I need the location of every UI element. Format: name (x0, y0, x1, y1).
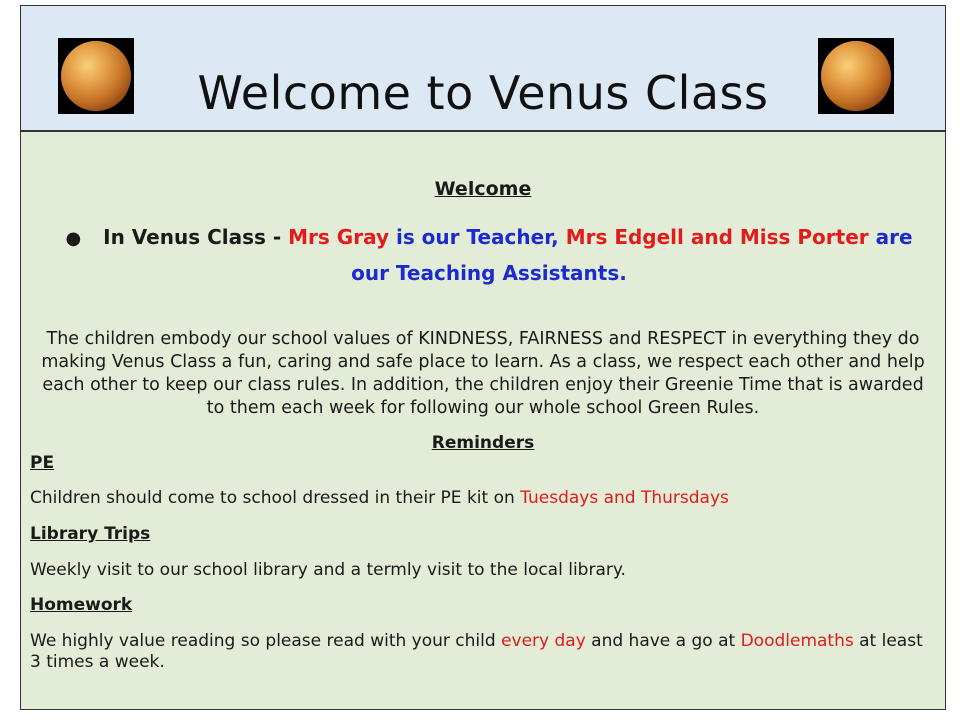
homework-heading: Homework (30, 595, 133, 615)
homework-text-body: at least 3 times a week. (30, 631, 923, 672)
intro-text: is our Teacher, (389, 225, 566, 249)
content-panel (20, 131, 946, 710)
pe-text (30, 488, 935, 509)
school-values-paragraph: The children embody our school values of KINDNESS, FAIRNESS and RESPECT in everything they do making Venus Class a fun, caring and safe place to learn. As a class, we respect each other and help each other to keep our class rules. In addition, the children enjoy their Greenie Time that is awarded to them each week for following our whole school Green Rules. (41, 329, 925, 418)
teacher-name: Mrs Gray (288, 225, 389, 249)
intro-text: are our Teaching Assistants. (351, 225, 913, 285)
homework-text (30, 631, 935, 673)
reminders-heading: Reminders (431, 433, 535, 453)
homework-highlight: every day (501, 631, 586, 651)
doodlemaths-highlight: Doodlemaths (740, 631, 854, 651)
library-text: Weekly visit to our school library and a termly visit to the local library. (30, 560, 626, 580)
intro-text: In Venus Class - (103, 225, 289, 249)
homework-text-body: and have a go at (585, 631, 741, 651)
welcome-heading: Welcome (434, 178, 532, 200)
intro-bullet (49, 220, 929, 290)
library-heading: Library Trips (30, 524, 151, 544)
homework-text-body: We highly value reading so please read with your child (30, 631, 502, 651)
bullet-icon: ● (65, 228, 82, 249)
assistant-names: Mrs Edgell and Miss Porter (565, 225, 869, 249)
pe-text-body: Children should come to school dressed in their PE kit on (30, 488, 521, 508)
page-title: Welcome to Venus Class (197, 66, 769, 120)
pe-days: Tuesdays and Thursdays (520, 488, 729, 508)
pe-heading: PE (30, 453, 55, 473)
page-header (20, 5, 946, 131)
